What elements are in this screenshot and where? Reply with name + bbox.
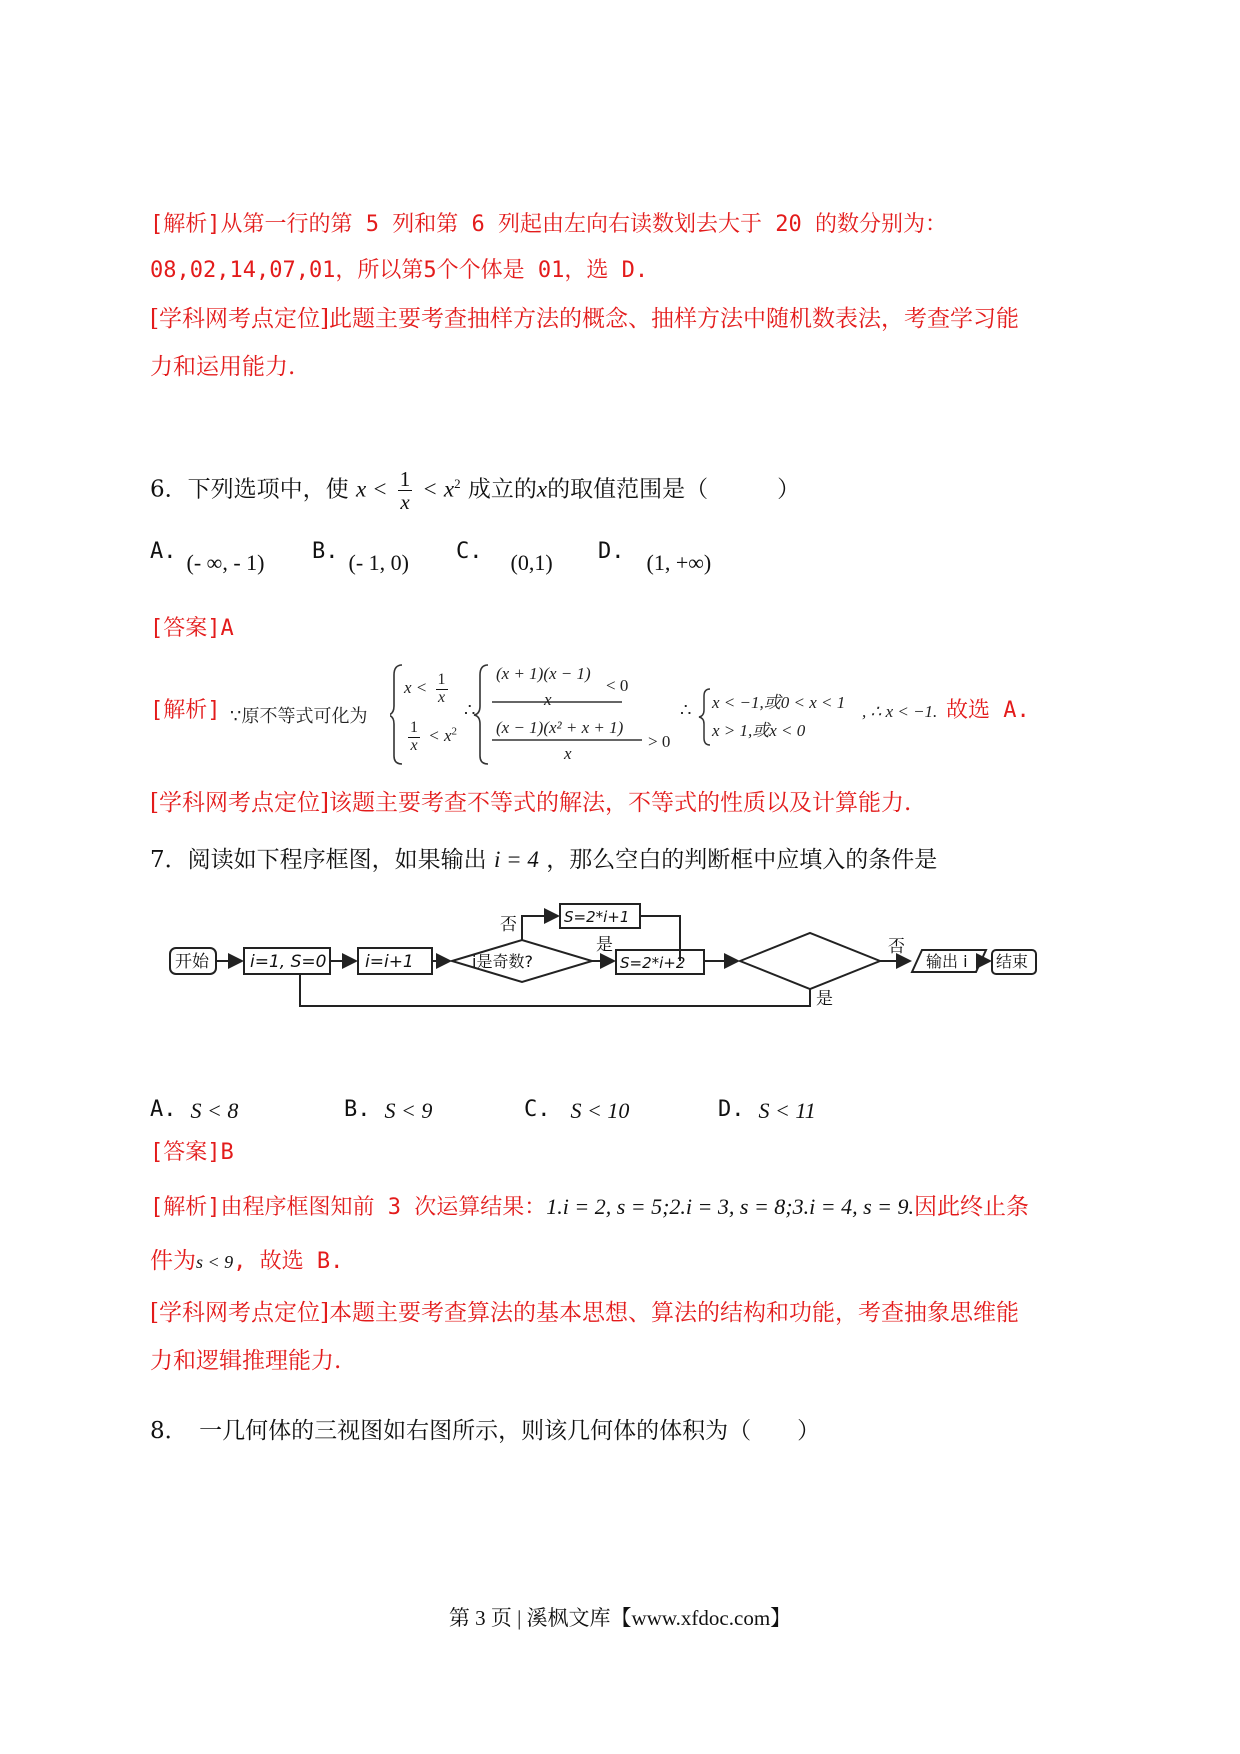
q6-answer: [答案]A: [150, 616, 234, 641]
flow-no2: 否: [888, 937, 905, 957]
q6-point: [学科网考点定位]该题主要考查不等式的解法，不等式的性质以及计算能力.: [150, 790, 912, 816]
q6-option-a: A. (- ∞, - 1): [150, 539, 265, 575]
flow-init: i=1, S=0: [250, 952, 327, 972]
q6-analysis-suffix: 故选 A.: [946, 698, 1030, 723]
flow-yes1: 是: [596, 935, 613, 955]
q8-stem: 8． 一几何体的三视图如右图所示，则该几何体的体积为（ ）: [150, 1418, 821, 1444]
q6-therefore-2: ∴: [680, 700, 692, 720]
q6-option-d: D. (1, +∞): [598, 539, 712, 575]
q6-stem-x2: x: [443, 476, 455, 502]
q6-stem: 6．下列选项中，使 x < $\frac{1}{x}$ < $x^2$ 成立的x的取值范围是（ ）: [150, 467, 801, 515]
q7-analysis-line2: 件为s < 9, 故选 B.: [150, 1248, 344, 1274]
q7-stem-eq: i = 4: [493, 847, 539, 872]
q7-option-b: B. S < 9: [344, 1097, 433, 1123]
q6-stem-suffix: 的取值范围是（ ）: [547, 476, 801, 503]
q6-sys2-line1-num: (x + 1)(x − 1): [496, 664, 591, 683]
q6-sys2-line2-num: (x − 1)(x² + x + 1): [496, 718, 624, 737]
q6-sys2-line1-rel: < 0: [606, 676, 629, 695]
q7-analysis-line1: [解析]由程序框图知前 3 次运算结果：1.i = 2, s = 5;2.i = 3, s = 8;3.i = 4, s = 9.因此终止条: [150, 1194, 1029, 1220]
q6-because: ∵原不等式可化为: [230, 706, 368, 727]
q6-stem-mid: 成立的: [467, 476, 537, 503]
q6-conclusion: , ∴ x < −1.: [862, 702, 938, 721]
flow-end: 结束: [996, 952, 1029, 971]
flow-start: 开始: [175, 952, 209, 972]
flow-yes2: 是: [816, 989, 833, 1009]
q6-stem-lt: <: [373, 476, 387, 502]
flow-top-box: S=2*i+1: [564, 908, 630, 926]
q7-option-c: C. S < 10: [524, 1097, 630, 1123]
q6-sys2-line2-rel: > 0: [648, 732, 671, 751]
q6-stem-var: x: [536, 476, 548, 502]
flow-bottom-box: S=2*i+2: [620, 954, 686, 972]
flow-cond: i是奇数?: [472, 952, 533, 971]
q6-option-b: B. (- 1, 0): [312, 539, 409, 575]
q6-sys2-line1-den: x: [544, 690, 552, 709]
q7-point-line2: 力和逻辑推理能力.: [150, 1348, 342, 1374]
q6-analysis-prefix: [解析]: [150, 698, 221, 723]
q6-stem-x: x: [355, 476, 367, 502]
flow-no1: 否: [500, 915, 517, 935]
q7-stem: 7．阅读如下程序框图，如果输出 i = 4 ，那么空白的判断框中应填入的条件是: [150, 847, 938, 873]
q6-stem-fraction: [398, 468, 413, 513]
q5-analysis-line1: [解析]从第一行的第 5 列和第 6 列起由左向右读数划去大于 20 的数分别为：: [150, 212, 947, 237]
q6-sys3-line2: x > 1,或x < 0: [712, 721, 806, 740]
q5-point-line2: 力和运用能力.: [150, 354, 296, 380]
flow-output: 输出 i: [926, 952, 968, 971]
q5-point-line1: [学科网考点定位]此题主要考查抽样方法的概念、抽样方法中随机数表法，考查学习能: [150, 306, 1019, 332]
q6-therefore-1: ∴: [464, 700, 476, 720]
q6-stem-sup: 2: [454, 475, 461, 491]
q6-frac-numerator: 1: [399, 467, 411, 491]
q7-option-d: D. S < 11: [718, 1097, 816, 1123]
q6-frac-denominator: x: [400, 490, 410, 515]
q6-sys1-line2: $\frac{1}{x}$ < $x^2$: [410, 719, 458, 754]
page-footer: 第 3 页 | 溪枫文库【www.xfdoc.com】: [448, 1606, 792, 1630]
q7-flowchart: [160, 888, 1040, 1016]
q6-stem-prefix: 6．下列选项中，使: [150, 476, 349, 503]
flow-inc: i=i+1: [365, 952, 414, 972]
q7-point-line1: [学科网考点定位]本题主要考查算法的基本思想、算法的结构和功能，考查抽象思维能: [150, 1300, 1019, 1326]
q7-option-a: A. S < 8: [150, 1097, 239, 1123]
q7-answer: [答案]B: [150, 1140, 234, 1165]
q6-sys3-line1: x < −1,或0 < x < 1: [712, 693, 846, 712]
q6-sys2-line2-den: x: [564, 744, 572, 763]
q6-option-c: C. (0,1): [456, 539, 553, 575]
q6-sys1-line1: x < $\frac{1}{x}$: [404, 671, 446, 706]
q5-analysis-line2: 08,02,14,07,01，所以第5个个体是 01，选 D.: [150, 258, 649, 283]
